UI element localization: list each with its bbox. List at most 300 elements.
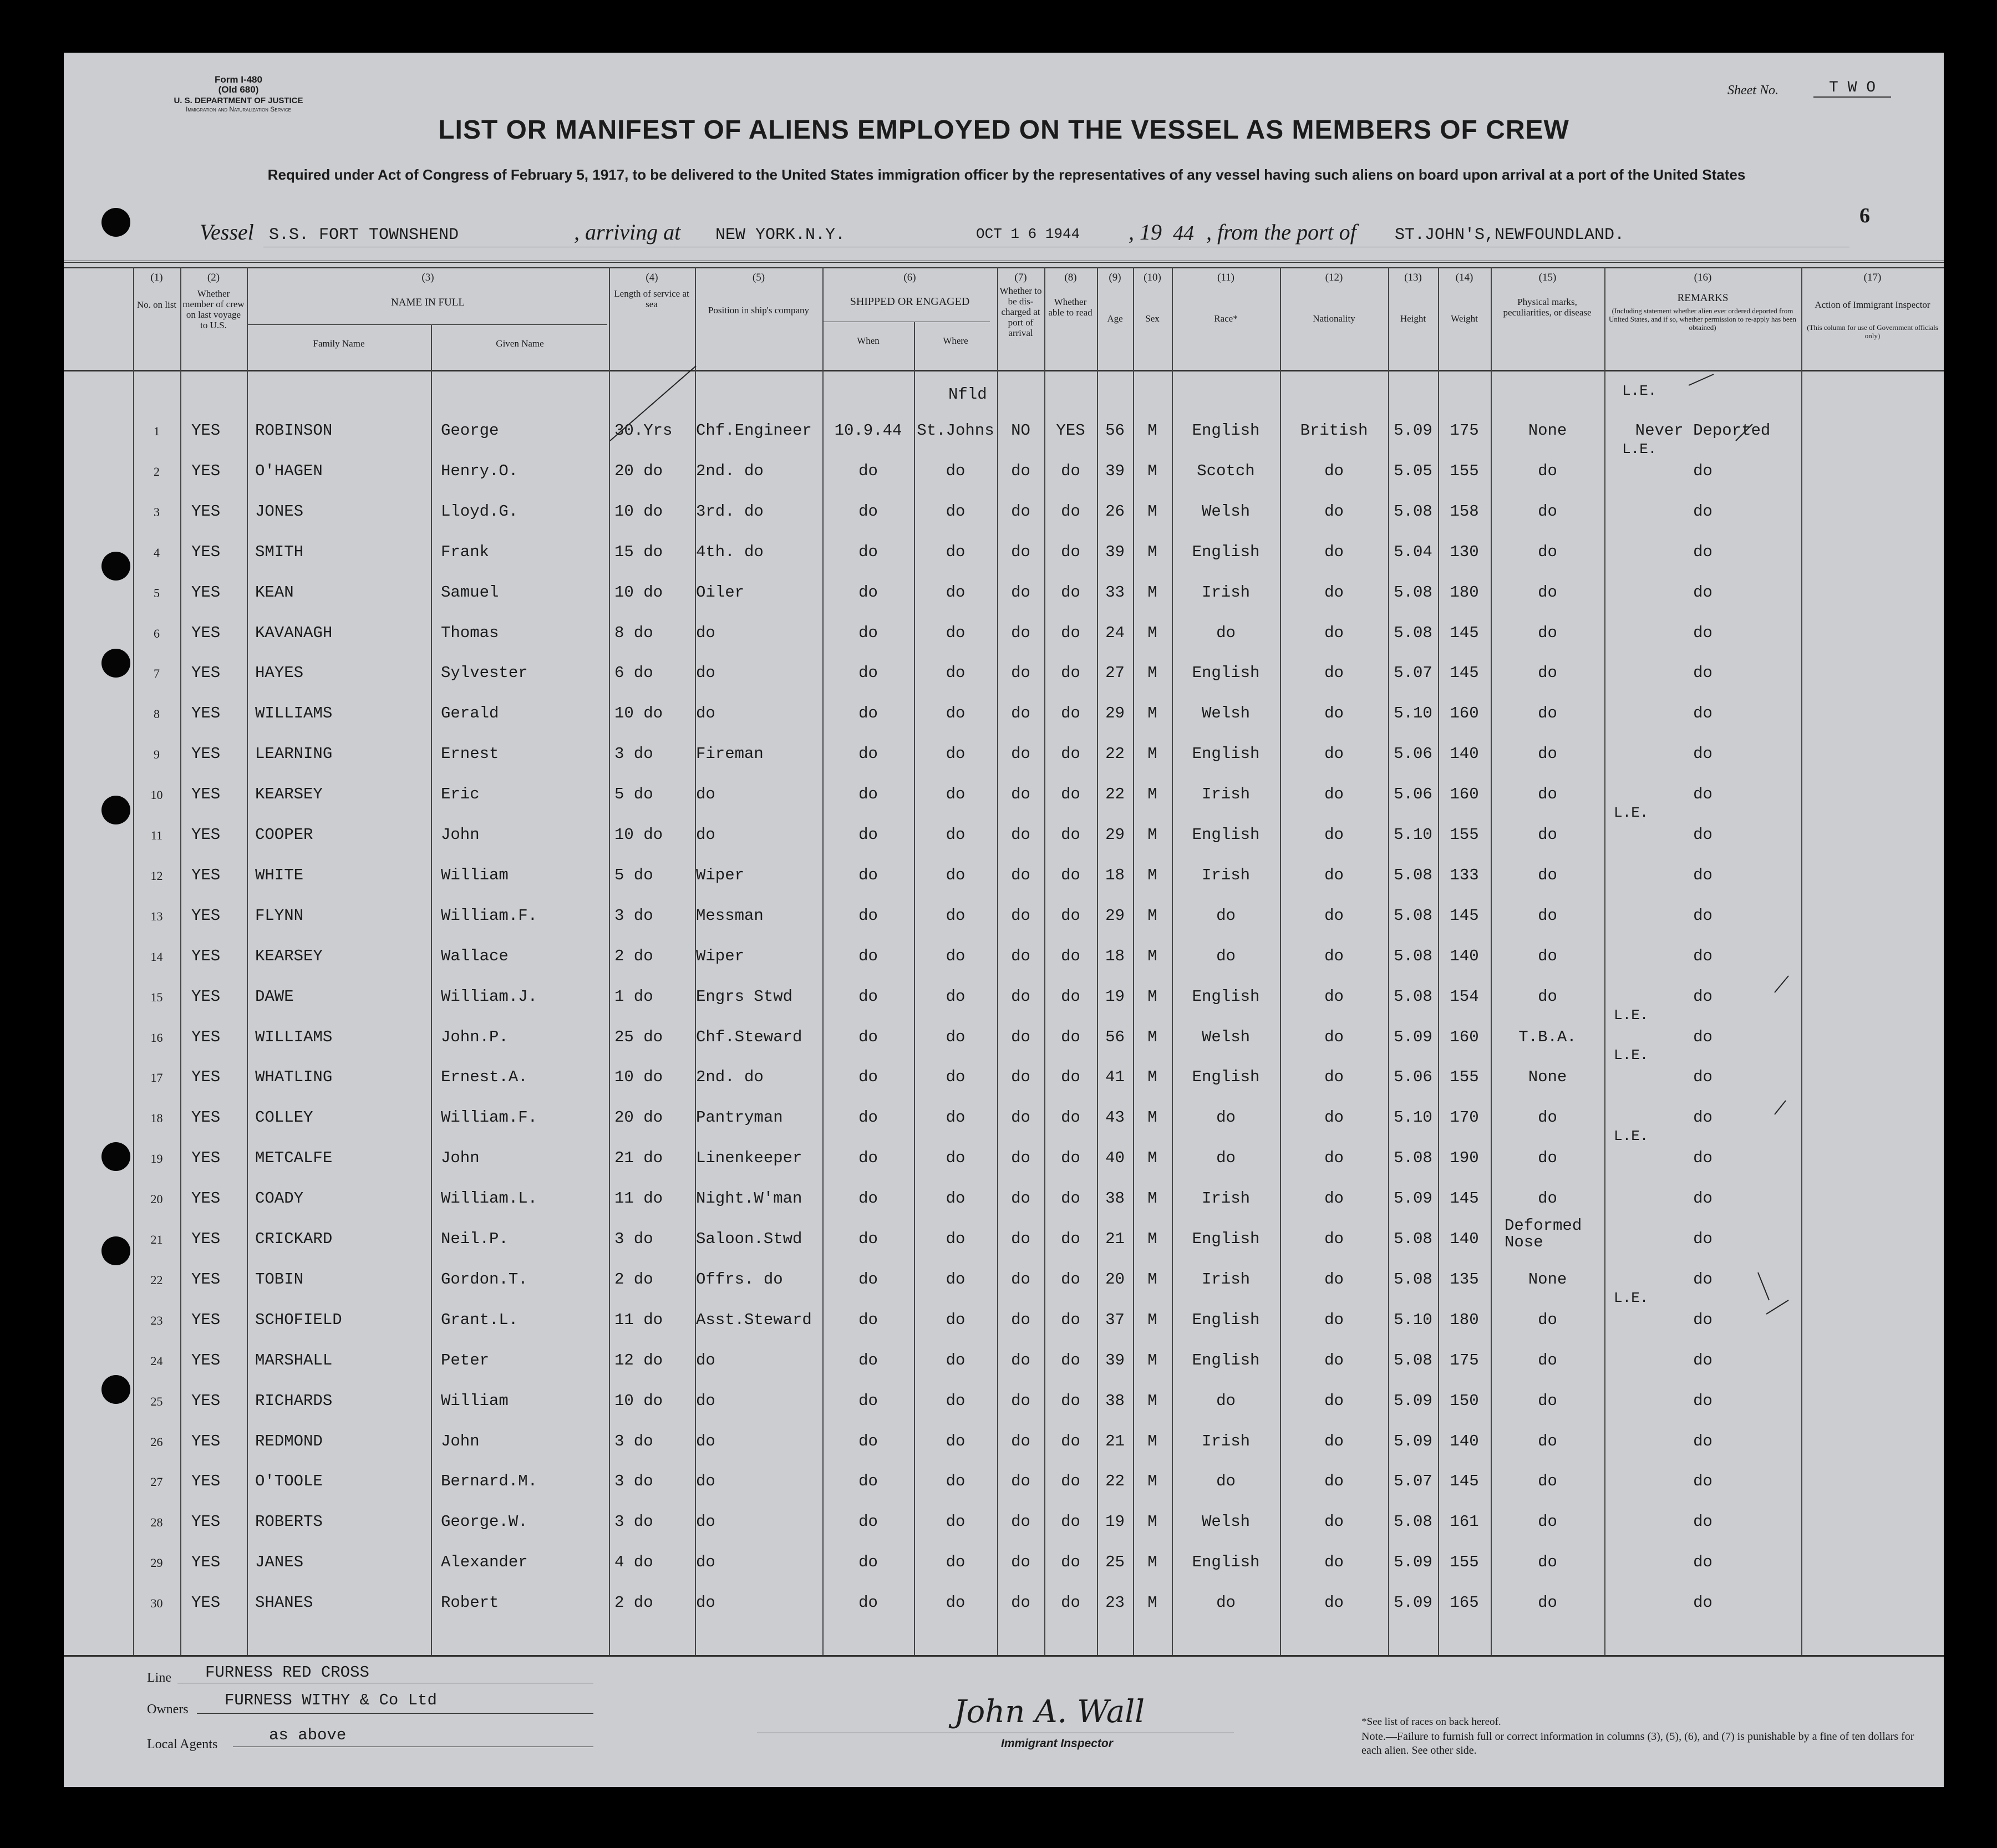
- nationality: do: [1324, 1472, 1344, 1490]
- age: 56: [1105, 1028, 1125, 1046]
- physical-marks: do: [1538, 745, 1557, 763]
- race: Irish: [1201, 866, 1250, 884]
- able-to-read: do: [1061, 502, 1080, 521]
- weight: 180: [1450, 1311, 1479, 1329]
- discharged-at-arrival: do: [1011, 664, 1030, 682]
- nationality: do: [1324, 462, 1344, 480]
- col-header-sex: Sex: [1145, 313, 1160, 324]
- sheet-no-value: T W O: [1813, 79, 1891, 98]
- remarks: do: [1693, 1270, 1713, 1289]
- remarks: do: [1693, 1351, 1713, 1370]
- height: 5.08: [1394, 624, 1432, 642]
- ship-position: do: [696, 826, 715, 844]
- shipped-where: do: [946, 1270, 966, 1289]
- nationality: do: [1324, 866, 1344, 884]
- discharged-at-arrival: do: [1011, 785, 1030, 803]
- row-number: 12: [150, 869, 163, 883]
- physical-marks: do: [1538, 1594, 1557, 1612]
- remarks: do: [1693, 624, 1713, 642]
- race: English: [1192, 664, 1260, 682]
- member-last-voyage: YES: [191, 502, 221, 521]
- nationality: do: [1324, 624, 1344, 642]
- length-of-service: 20 do: [614, 462, 663, 480]
- able-to-read: do: [1061, 1392, 1080, 1410]
- physical-marks: do: [1538, 1392, 1557, 1410]
- weight: 175: [1450, 421, 1479, 440]
- row-number: 10: [150, 788, 163, 802]
- shipped-where: do: [946, 543, 966, 561]
- remarks: do: [1693, 1432, 1713, 1450]
- sex: M: [1147, 947, 1157, 965]
- row-number: 24: [150, 1354, 163, 1368]
- shipped-when: do: [858, 1189, 878, 1208]
- remarks: do: [1693, 947, 1713, 965]
- physical-marks: None: [1528, 1068, 1567, 1086]
- shipped-when: do: [858, 745, 878, 763]
- ship-position: do: [696, 1432, 715, 1450]
- given-name: Bernard.M.: [441, 1472, 538, 1490]
- physical-marks: do: [1538, 1351, 1557, 1370]
- physical-marks: Deformed Nose: [1505, 1216, 1582, 1251]
- age: 25: [1105, 1553, 1125, 1571]
- able-to-read: do: [1061, 1270, 1080, 1289]
- member-last-voyage: YES: [191, 1553, 221, 1571]
- given-name: Frank: [441, 543, 490, 561]
- remarks: do: [1693, 1472, 1713, 1490]
- col-num: (4): [646, 272, 658, 283]
- age: 26: [1105, 502, 1125, 521]
- col-header-remarks-note: (Including statement whether alien ever ordered deported from United States, and if so, whether permission to re-apply has been obtained): [1609, 307, 1796, 332]
- family-name: COLLEY: [255, 1108, 313, 1127]
- able-to-read: YES: [1056, 421, 1085, 440]
- nationality: do: [1324, 1432, 1344, 1450]
- col-header-action: Action of Immigrant Inspector: [1815, 299, 1930, 310]
- sex: M: [1147, 421, 1157, 440]
- weight: 175: [1450, 1351, 1479, 1370]
- given-name: Ernest: [441, 745, 499, 763]
- height: 5.10: [1394, 1108, 1432, 1127]
- race: Irish: [1201, 1432, 1250, 1450]
- nationality: British: [1300, 421, 1368, 440]
- length-of-service: 2 do: [614, 1594, 653, 1612]
- weight: 154: [1450, 987, 1479, 1006]
- given-name: Samuel: [441, 583, 499, 602]
- row-number: 22: [150, 1273, 163, 1287]
- sex: M: [1147, 1028, 1157, 1046]
- physical-marks: do: [1538, 543, 1557, 561]
- footer-owners-value: FURNESS WITHY & Co Ltd: [225, 1691, 437, 1709]
- length-of-service: 3 do: [614, 745, 653, 763]
- shipped-when: do: [858, 624, 878, 642]
- shipped-when: do: [858, 866, 878, 884]
- family-name: SCHOFIELD: [255, 1311, 342, 1329]
- shipped-when: do: [858, 1108, 878, 1127]
- shipped-when: do: [858, 947, 878, 965]
- discharged-at-arrival: do: [1011, 987, 1030, 1006]
- shipped-where: do: [946, 1513, 966, 1531]
- shipped-where: do: [946, 1351, 966, 1370]
- ship-position: do: [696, 1472, 715, 1490]
- le-mark: L.E.: [1614, 1290, 1649, 1306]
- height: 5.08: [1394, 1230, 1432, 1248]
- ship-position: do: [696, 1392, 715, 1410]
- able-to-read: do: [1061, 785, 1080, 803]
- member-last-voyage: YES: [191, 785, 221, 803]
- remarks: do: [1693, 543, 1713, 561]
- remarks: do: [1693, 1149, 1713, 1167]
- row-number: 25: [150, 1394, 163, 1408]
- shipped-when: do: [858, 1351, 878, 1370]
- le-mark: L.E.: [1614, 805, 1649, 821]
- row-number: 13: [150, 909, 163, 923]
- shipped-when: do: [858, 1432, 878, 1450]
- weight: 140: [1450, 1230, 1479, 1248]
- row-number: 23: [150, 1314, 163, 1327]
- length-of-service: 1 do: [614, 987, 653, 1006]
- ship-position: do: [696, 664, 715, 682]
- discharged-at-arrival: do: [1011, 1351, 1030, 1370]
- remarks: do: [1693, 866, 1713, 884]
- member-last-voyage: YES: [191, 1068, 221, 1086]
- age: 18: [1105, 866, 1125, 884]
- discharged-at-arrival: do: [1011, 543, 1030, 561]
- physical-marks: do: [1538, 1108, 1557, 1127]
- shipped-where: do: [946, 583, 966, 602]
- weight: 158: [1450, 502, 1479, 521]
- check-marks: [64, 53, 1944, 1787]
- ship-position: Engrs Stwd: [696, 987, 793, 1006]
- weight: 155: [1450, 1068, 1479, 1086]
- member-last-voyage: YES: [191, 1270, 221, 1289]
- physical-marks: do: [1538, 462, 1557, 480]
- member-last-voyage: YES: [191, 1472, 221, 1490]
- length-of-service: 10 do: [614, 502, 663, 521]
- discharged-at-arrival: do: [1011, 1270, 1030, 1289]
- race: Scotch: [1197, 462, 1255, 480]
- footer-line-value: FURNESS RED CROSS: [205, 1663, 369, 1682]
- length-of-service: 2 do: [614, 947, 653, 965]
- row-number: 18: [150, 1111, 163, 1125]
- race: do: [1216, 907, 1236, 925]
- able-to-read: do: [1061, 1311, 1080, 1329]
- shipped-where: do: [946, 1594, 966, 1612]
- row-number: 11: [150, 828, 163, 842]
- nationality: do: [1324, 502, 1344, 521]
- inspector-label: Immigrant Inspector: [1001, 1737, 1113, 1750]
- family-name: WHATLING: [255, 1068, 333, 1086]
- col-header-family-name: Family Name: [313, 338, 365, 349]
- footer-owners-label: Owners: [147, 1702, 189, 1717]
- discharged-at-arrival: do: [1011, 1189, 1030, 1208]
- height: 5.08: [1394, 502, 1432, 521]
- able-to-read: do: [1061, 624, 1080, 642]
- able-to-read: do: [1061, 1149, 1080, 1167]
- family-name: RICHARDS: [255, 1392, 333, 1410]
- nationality: do: [1324, 987, 1344, 1006]
- shipped-where: do: [946, 1028, 966, 1046]
- member-last-voyage: YES: [191, 624, 221, 642]
- age: 29: [1105, 704, 1125, 722]
- able-to-read: do: [1061, 664, 1080, 682]
- race: do: [1216, 624, 1236, 642]
- le-mark: L.E.: [1614, 1007, 1649, 1024]
- year-value: 44: [1173, 222, 1194, 245]
- height: 5.08: [1394, 866, 1432, 884]
- sex: M: [1147, 785, 1157, 803]
- shipped-when: do: [858, 664, 878, 682]
- vessel-name: S.S. FORT TOWNSHEND: [269, 226, 459, 245]
- ship-position: Wiper: [696, 866, 745, 884]
- form-service: Immigration and Naturalization Service: [186, 105, 291, 113]
- physical-marks: None: [1528, 1270, 1567, 1289]
- nationality: do: [1324, 1230, 1344, 1248]
- weight: 145: [1450, 1472, 1479, 1490]
- length-of-service: 3 do: [614, 907, 653, 925]
- family-name: O'TOOLE: [255, 1472, 323, 1490]
- sex: M: [1147, 1230, 1157, 1248]
- family-name: WILLIAMS: [255, 1028, 333, 1046]
- length-of-service: 11 do: [614, 1189, 663, 1208]
- sex: M: [1147, 704, 1157, 722]
- shipped-when: do: [858, 987, 878, 1006]
- weight: 170: [1450, 1108, 1479, 1127]
- length-of-service: 10 do: [614, 1392, 663, 1410]
- given-name: Wallace: [441, 947, 509, 965]
- row-number: 2: [154, 465, 160, 478]
- age: 19: [1105, 1513, 1125, 1531]
- weight: 165: [1450, 1594, 1479, 1612]
- race: English: [1192, 1311, 1260, 1329]
- length-of-service: 10 do: [614, 826, 663, 844]
- length-of-service: 3 do: [614, 1513, 653, 1531]
- discharged-at-arrival: do: [1011, 907, 1030, 925]
- row-number: 19: [150, 1152, 163, 1165]
- shipped-where: do: [946, 1068, 966, 1086]
- row-number: 15: [150, 990, 163, 1004]
- able-to-read: do: [1061, 1068, 1080, 1086]
- given-name: George.W.: [441, 1513, 528, 1531]
- height: 5.09: [1394, 1189, 1432, 1208]
- sex: M: [1147, 1392, 1157, 1410]
- discharged-at-arrival: do: [1011, 947, 1030, 965]
- physical-marks: do: [1538, 866, 1557, 884]
- able-to-read: do: [1061, 543, 1080, 561]
- race: English: [1192, 543, 1260, 561]
- shipped-where: do: [946, 907, 966, 925]
- given-name: John.P.: [441, 1028, 509, 1046]
- ship-position: Messman: [696, 907, 764, 925]
- shipped-when: do: [858, 1149, 878, 1167]
- shipped-when: do: [858, 462, 878, 480]
- shipped-where: do: [946, 624, 966, 642]
- family-name: METCALFE: [255, 1149, 333, 1167]
- page-mark: 6: [1859, 204, 1870, 227]
- given-name: William.F.: [441, 907, 538, 925]
- col-num: (12): [1325, 272, 1343, 283]
- nationality: do: [1324, 785, 1344, 803]
- remarks: do: [1693, 462, 1713, 480]
- col-num: (3): [421, 272, 434, 283]
- sex: M: [1147, 987, 1157, 1006]
- shipped-where: do: [946, 704, 966, 722]
- weight: 145: [1450, 1189, 1479, 1208]
- height: 5.04: [1394, 543, 1432, 561]
- col-header-member: Whether member of crew on last voyage to U.S.: [182, 288, 245, 330]
- col-header-height: Height: [1400, 313, 1426, 324]
- remarks: do: [1693, 826, 1713, 844]
- length-of-service: 30.Yrs: [614, 421, 673, 440]
- physical-marks: do: [1538, 664, 1557, 682]
- discharged-at-arrival: do: [1011, 583, 1030, 602]
- remarks: do: [1693, 1230, 1713, 1248]
- shipped-when: do: [858, 1028, 878, 1046]
- sex: M: [1147, 1513, 1157, 1531]
- arriving-label: , arriving at: [574, 220, 681, 245]
- member-last-voyage: YES: [191, 987, 221, 1006]
- family-name: LEARNING: [255, 745, 333, 763]
- shipped-where: do: [946, 987, 966, 1006]
- shipped-where: do: [946, 502, 966, 521]
- given-name: William: [441, 866, 509, 884]
- sex: M: [1147, 826, 1157, 844]
- weight: 140: [1450, 947, 1479, 965]
- member-last-voyage: YES: [191, 826, 221, 844]
- height: 5.10: [1394, 1311, 1432, 1329]
- discharged-at-arrival: do: [1011, 704, 1030, 722]
- given-name: Henry.O.: [441, 462, 519, 480]
- age: 40: [1105, 1149, 1125, 1167]
- le-mark: L.E.: [1614, 1128, 1649, 1144]
- col-header-given-name: Given Name: [496, 338, 544, 349]
- col-header-discharged: Whether to be dis- charged at port of arrival: [999, 286, 1042, 338]
- ship-position: Wiper: [696, 947, 745, 965]
- shipped-where: do: [946, 1553, 966, 1571]
- height: 5.08: [1394, 1351, 1432, 1370]
- member-last-voyage: YES: [191, 421, 221, 440]
- age: 41: [1105, 1068, 1125, 1086]
- nationality: do: [1324, 1311, 1344, 1329]
- member-last-voyage: YES: [191, 664, 221, 682]
- footer-agents-label: Local Agents: [147, 1737, 218, 1752]
- remarks: do: [1693, 704, 1713, 722]
- ship-position: 3rd. do: [696, 502, 764, 521]
- discharged-at-arrival: do: [1011, 1149, 1030, 1167]
- ship-position: do: [696, 1553, 715, 1571]
- col-num: (6): [903, 272, 916, 283]
- col-header-when: When: [857, 335, 880, 346]
- given-name: William.L.: [441, 1189, 538, 1208]
- col-num: (2): [207, 272, 220, 283]
- member-last-voyage: YES: [191, 1108, 221, 1127]
- shipped-where: do: [946, 1432, 966, 1450]
- shipped-when: do: [858, 1392, 878, 1410]
- ship-position: Oiler: [696, 583, 745, 602]
- race: Welsh: [1201, 704, 1250, 722]
- family-name: ROBERTS: [255, 1513, 323, 1531]
- col-header-shipped: SHIPPED OR ENGAGED: [850, 296, 970, 308]
- remarks: do: [1693, 745, 1713, 763]
- col-header-race: Race*: [1214, 313, 1238, 324]
- able-to-read: do: [1061, 1108, 1080, 1127]
- remarks: do: [1693, 1311, 1713, 1329]
- sex: M: [1147, 1432, 1157, 1450]
- height: 5.08: [1394, 987, 1432, 1006]
- weight: 155: [1450, 1553, 1479, 1571]
- weight: 145: [1450, 907, 1479, 925]
- sex: M: [1147, 1553, 1157, 1571]
- length-of-service: 21 do: [614, 1149, 663, 1167]
- shipped-when: do: [858, 1270, 878, 1289]
- from-port-label: , from the port of: [1206, 220, 1356, 245]
- height: 5.09: [1394, 1392, 1432, 1410]
- ship-position: do: [696, 1594, 715, 1612]
- age: 20: [1105, 1270, 1125, 1289]
- physical-marks: do: [1538, 987, 1557, 1006]
- length-of-service: 5 do: [614, 785, 653, 803]
- nationality: do: [1324, 907, 1344, 925]
- family-name: KAVANAGH: [255, 624, 333, 642]
- given-name: Gordon.T.: [441, 1270, 528, 1289]
- sex: M: [1147, 1311, 1157, 1329]
- ship-position: Offrs. do: [696, 1270, 783, 1289]
- discharged-at-arrival: do: [1011, 502, 1030, 521]
- given-name: Lloyd.G.: [441, 502, 519, 521]
- family-name: FLYNN: [255, 907, 304, 925]
- weight: 155: [1450, 462, 1479, 480]
- discharged-at-arrival: NO: [1011, 421, 1030, 440]
- sex: M: [1147, 1270, 1157, 1289]
- age: 56: [1105, 421, 1125, 440]
- shipped-where: do: [946, 826, 966, 844]
- form-department: U. S. DEPARTMENT OF JUSTICE: [174, 96, 303, 105]
- shipped-when: do: [858, 826, 878, 844]
- shipped-when: do: [858, 907, 878, 925]
- able-to-read: do: [1061, 1028, 1080, 1046]
- race: English: [1192, 1351, 1260, 1370]
- able-to-read: do: [1061, 704, 1080, 722]
- sex: M: [1147, 462, 1157, 480]
- sex: M: [1147, 664, 1157, 682]
- shipped-when: do: [858, 1472, 878, 1490]
- sex: M: [1147, 866, 1157, 884]
- length-of-service: 10 do: [614, 1068, 663, 1086]
- race: Welsh: [1201, 502, 1250, 521]
- member-last-voyage: YES: [191, 1392, 221, 1410]
- height: 5.08: [1394, 947, 1432, 965]
- nationality: do: [1324, 1108, 1344, 1127]
- discharged-at-arrival: do: [1011, 826, 1030, 844]
- given-name: John: [441, 1149, 480, 1167]
- col-header-name: NAME IN FULL: [391, 297, 465, 308]
- remarks: do: [1693, 785, 1713, 803]
- nationality: do: [1324, 1513, 1344, 1531]
- family-name: DAWE: [255, 987, 294, 1006]
- length-of-service: 25 do: [614, 1028, 663, 1046]
- weight: 160: [1450, 1028, 1479, 1046]
- family-name: O'HAGEN: [255, 462, 323, 480]
- shipped-where: do: [946, 1472, 966, 1490]
- ship-position: 2nd. do: [696, 462, 764, 480]
- member-last-voyage: YES: [191, 1432, 221, 1450]
- inspector-signature: John A. Wall: [954, 1694, 1145, 1730]
- form-number: Form I-480: [215, 74, 262, 85]
- ship-position: Saloon.Stwd: [696, 1230, 802, 1248]
- physical-marks: do: [1538, 826, 1557, 844]
- discharged-at-arrival: do: [1011, 1068, 1030, 1086]
- race: Irish: [1201, 785, 1250, 803]
- able-to-read: do: [1061, 947, 1080, 965]
- le-mark: L.E.: [1614, 1047, 1649, 1063]
